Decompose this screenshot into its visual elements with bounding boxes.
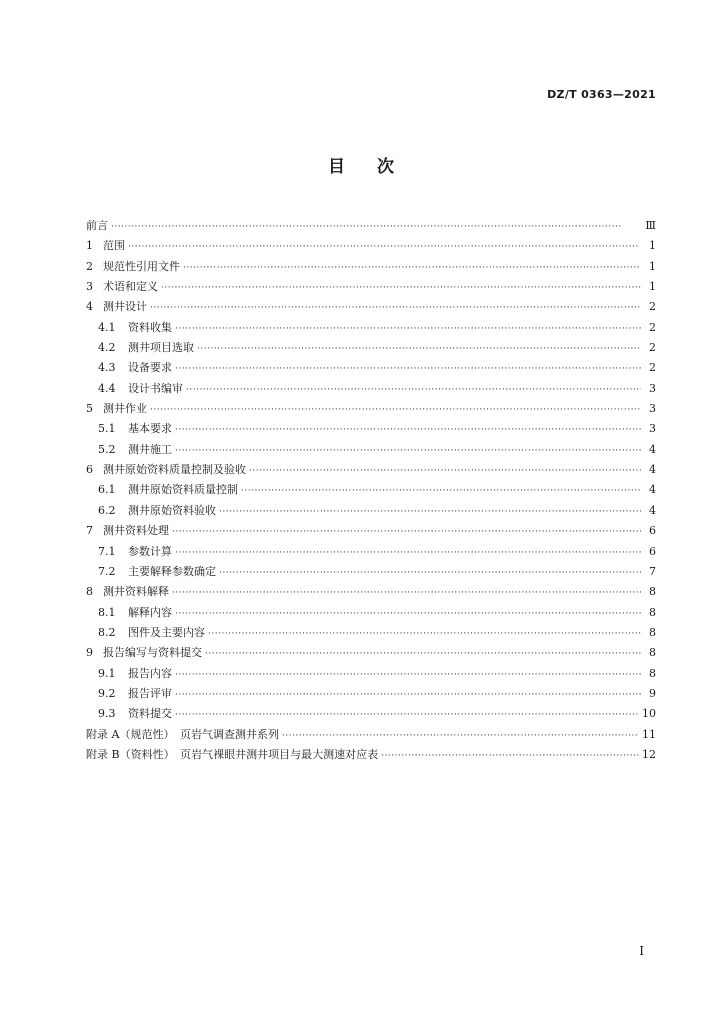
toc-entry-page: 4 (649, 463, 656, 477)
toc-entry-page: 11 (642, 727, 656, 741)
page-number: I (639, 944, 644, 958)
toc-entry-label: 测井作业 (103, 402, 147, 416)
toc-entry[interactable] (86, 297, 656, 317)
toc-dot-leader (150, 298, 641, 318)
toc-entry-label: 术语和定义 (103, 280, 158, 294)
toc-entry-label: 前言 (86, 219, 108, 232)
toc-entry-label: 资料提交 (128, 707, 172, 721)
toc-entry-label: 测井项目选取 (128, 341, 194, 355)
toc-dot-leader (150, 400, 641, 420)
toc-entry[interactable] (86, 460, 656, 480)
toc-entry-page: 2 (649, 341, 656, 355)
toc-entry-page: Ⅲ (645, 219, 656, 232)
toc-dot-leader (197, 339, 641, 359)
toc-entry-number: 8.2 (98, 625, 116, 639)
toc-dot-leader (208, 624, 641, 644)
toc-entry-number: 6.1 (98, 483, 116, 497)
toc-entry-label: 测井原始资料质量控制及验收 (103, 463, 246, 477)
toc-dot-leader (175, 543, 641, 563)
toc-entry-number: 7.2 (98, 564, 116, 578)
toc-entry-label: 测井设计 (103, 300, 147, 314)
toc-dot-leader (175, 665, 641, 685)
toc-entry[interactable] (86, 399, 656, 419)
toc-dot-leader (175, 319, 641, 339)
toc-entry-label: 资料收集 (128, 320, 172, 334)
toc-entry-label: 附录 B（资料性） 页岩气裸眼井测井项目与最大测速对应表 (86, 747, 379, 761)
toc-entry-number: 9.2 (98, 686, 116, 700)
toc-entry-label: 设计书编审 (128, 381, 183, 395)
toc-entry-page: 8 (649, 646, 656, 660)
toc-dot-leader (175, 441, 641, 461)
toc-entry[interactable] (86, 440, 656, 460)
toc-entry[interactable] (86, 419, 656, 439)
toc-entry-number: 4.2 (98, 341, 116, 355)
toc-entry-page: 3 (649, 422, 656, 436)
toc-entry-label: 规范性引用文件 (103, 259, 180, 273)
toc-entry-label: 测井原始资料验收 (128, 503, 216, 517)
toc-entry[interactable] (86, 643, 656, 663)
toc-entry[interactable] (86, 562, 656, 582)
page-title (0, 152, 724, 177)
toc-entry-number: 8 (86, 585, 93, 599)
toc-entry[interactable] (86, 379, 656, 399)
toc-dot-leader (241, 481, 641, 501)
toc-entry[interactable] (86, 704, 656, 724)
toc-entry-label: 测井资料解释 (103, 585, 169, 599)
toc-dot-leader (175, 604, 641, 624)
toc-entry-number: 4.3 (98, 361, 116, 375)
toc-entry-number: 5.2 (98, 442, 116, 456)
toc-dot-leader (175, 685, 641, 705)
toc-entry-page: 2 (649, 361, 656, 375)
toc-entry-number: 6 (86, 463, 93, 477)
toc-entry-label: 附录 A（规范性） 页岩气调查测井系列 (86, 727, 279, 741)
toc-dot-leader (128, 237, 641, 257)
toc-entry-page: 1 (649, 239, 656, 253)
toc-entry-label: 测井原始资料质量控制 (128, 483, 238, 497)
toc-entry[interactable] (86, 745, 656, 765)
toc-entry-page: 4 (649, 483, 656, 497)
toc-entry[interactable] (86, 480, 656, 500)
toc-entry-page: 4 (649, 503, 656, 517)
toc-entry-label: 报告编写与资料提交 (103, 646, 202, 660)
toc-entry[interactable] (86, 684, 656, 704)
toc-entry-number: 9.3 (98, 707, 116, 721)
toc-dot-leader (205, 644, 641, 664)
page-title-part2: 次 (377, 157, 396, 177)
toc-entry-page: 12 (642, 747, 656, 761)
toc-entry-label: 测井施工 (128, 442, 172, 456)
toc-entry[interactable] (86, 236, 656, 256)
toc-dot-leader (381, 746, 639, 766)
toc-entry[interactable] (86, 318, 656, 338)
toc-entry-number: 5 (86, 402, 93, 416)
toc-entry-page: 1 (649, 280, 656, 294)
toc-entry[interactable] (86, 725, 656, 745)
toc-entry-number: 4 (86, 300, 93, 314)
toc-entry-label: 参数计算 (128, 544, 172, 558)
toc-entry-page: 2 (649, 300, 656, 314)
toc-entry-number: 6.2 (98, 503, 116, 517)
toc-entry-number: 4.4 (98, 381, 116, 395)
toc-dot-leader (186, 380, 641, 400)
toc-entry-number: 2 (86, 259, 93, 273)
toc-entry[interactable] (86, 582, 656, 602)
page-title-part1: 目 (328, 157, 347, 177)
toc-entry-page: 10 (642, 707, 656, 721)
toc-entry-page: 6 (649, 524, 656, 538)
toc-dot-leader (161, 278, 641, 298)
standard-code: DZ/T 0363—2021 (547, 88, 656, 101)
toc-entry-label: 测井资料处理 (103, 524, 169, 538)
toc-entry[interactable] (86, 277, 656, 297)
toc-dot-leader (249, 461, 641, 481)
toc-entry-page: 3 (649, 381, 656, 395)
toc-entry-label: 主要解释参数确定 (128, 564, 216, 578)
toc-entry-label: 设备要求 (128, 361, 172, 375)
toc-entry-number: 7 (86, 524, 93, 538)
toc-entry[interactable] (86, 358, 656, 378)
toc-entry[interactable] (86, 603, 656, 623)
toc-dot-leader (219, 563, 641, 583)
toc-dot-leader (172, 522, 641, 542)
toc-entry-label: 解释内容 (128, 605, 172, 619)
toc-entry-page: 1 (649, 259, 656, 273)
toc-entry-label: 基本要求 (128, 422, 172, 436)
toc-dot-leader (219, 502, 641, 522)
toc-entry-number: 5.1 (98, 422, 116, 436)
toc-entry-label: 报告评审 (128, 686, 172, 700)
toc-entry-number: 9.1 (98, 666, 116, 680)
toc-dot-leader (175, 705, 639, 725)
toc-entry[interactable] (86, 664, 656, 684)
toc-entry[interactable] (86, 501, 656, 521)
toc-entry-page: 8 (649, 625, 656, 639)
toc-entry-number: 1 (86, 239, 93, 253)
toc-entry-number: 3 (86, 280, 93, 294)
toc-entry[interactable] (86, 542, 656, 562)
toc-entry-page: 8 (649, 605, 656, 619)
toc-entry-number: 9 (86, 646, 93, 660)
toc-entry-page: 7 (649, 564, 656, 578)
table-of-contents (86, 216, 656, 765)
toc-entry-label: 报告内容 (128, 666, 172, 680)
toc-entry-page: 4 (649, 442, 656, 456)
toc-entry[interactable] (86, 623, 656, 643)
toc-dot-leader (175, 359, 641, 379)
toc-entry-page: 6 (649, 544, 656, 558)
toc-entry-page: 8 (649, 585, 656, 599)
toc-dot-leader (175, 420, 641, 440)
toc-entry-page: 8 (649, 666, 656, 680)
toc-entry-page: 9 (649, 686, 656, 700)
toc-entry[interactable] (86, 216, 656, 236)
toc-entry[interactable] (86, 257, 656, 277)
toc-dot-leader (111, 217, 641, 237)
toc-entry-label: 范围 (103, 239, 125, 253)
toc-entry-number: 7.1 (98, 544, 116, 558)
toc-entry-page: 3 (649, 402, 656, 416)
toc-entry-page: 2 (649, 320, 656, 334)
toc-entry[interactable] (86, 338, 656, 358)
toc-entry-number: 8.1 (98, 605, 116, 619)
toc-dot-leader (282, 726, 639, 746)
toc-dot-leader (183, 258, 641, 278)
toc-dot-leader (172, 583, 641, 603)
toc-entry-number: 4.1 (98, 320, 116, 334)
toc-entry[interactable] (86, 521, 656, 541)
toc-entry-label: 图件及主要内容 (128, 625, 205, 639)
